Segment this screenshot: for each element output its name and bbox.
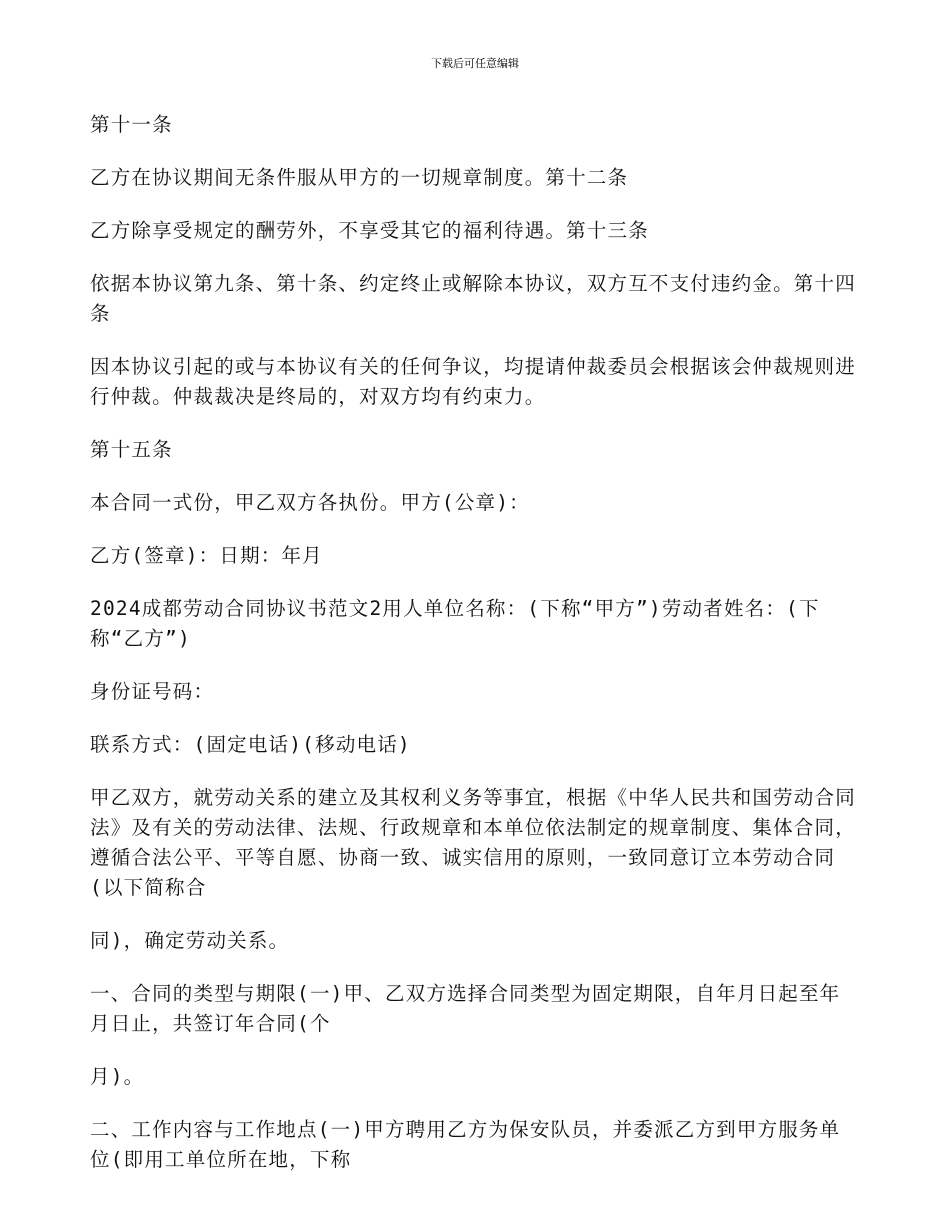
paragraph: 同)，确定劳动关系。: [90, 929, 290, 952]
paragraph: 二、工作内容与工作地点(一)甲方聘用乙方为保安队员，并委派乙方到甲方服务单位(即用工单位所在地，下称: [90, 1118, 841, 1171]
paragraph: 身份证号码：: [90, 680, 215, 703]
paragraph: 乙方(签章)：日期：年月: [90, 544, 323, 567]
paragraph: 第十一条: [90, 113, 173, 136]
paragraph: 依据本协议第九条、第十条、约定终止或解除本协议，双方互不支付违约金。第十四条: [90, 272, 856, 325]
document-body: [90, 110, 860, 1198]
paragraph: 联系方式：(固定电话)(移动电话): [90, 733, 411, 756]
paragraph: 2024成都劳动合同协议书范文2用人单位名称：(下称“甲方”)劳动者姓名：(下称“乙方”): [90, 597, 820, 650]
paragraph: 本合同一式份，甲乙双方各执份。甲方(公章)：: [90, 491, 530, 514]
paragraph: 一、合同的类型与期限(一)甲、乙双方选择合同类型为固定期限，自年月日起至年月日止，共签订年合同(个: [90, 982, 841, 1035]
paragraph: 月)。: [90, 1065, 145, 1088]
paragraph: 乙方在协议期间无条件服从甲方的一切规章制度。第十二条: [90, 166, 629, 189]
paragraph: 乙方除享受规定的酬劳外，不享受其它的福利待遇。第十三条: [90, 219, 649, 242]
paragraph: 第十五条: [90, 438, 173, 461]
paragraph: 甲乙双方，就劳动关系的建立及其权利义务等事宜，根据《中华人民共和国劳动合同法》及有关的劳动法律、法规、行政规章和本单位依法制定的规章制度、集体合同，遵循合法公平、平等自愿、协商一致、诚实信用的原则，一致同意订立本劳动合同(以下简称合: [90, 786, 856, 899]
page-header: 下载后可任意编辑: [431, 57, 519, 70]
paragraph: 因本协议引起的或与本协议有关的任何争议，均提请仲裁委员会根据该会仲裁规则进行仲裁。仲裁裁决是终局的，对双方均有约束力。: [90, 355, 856, 408]
